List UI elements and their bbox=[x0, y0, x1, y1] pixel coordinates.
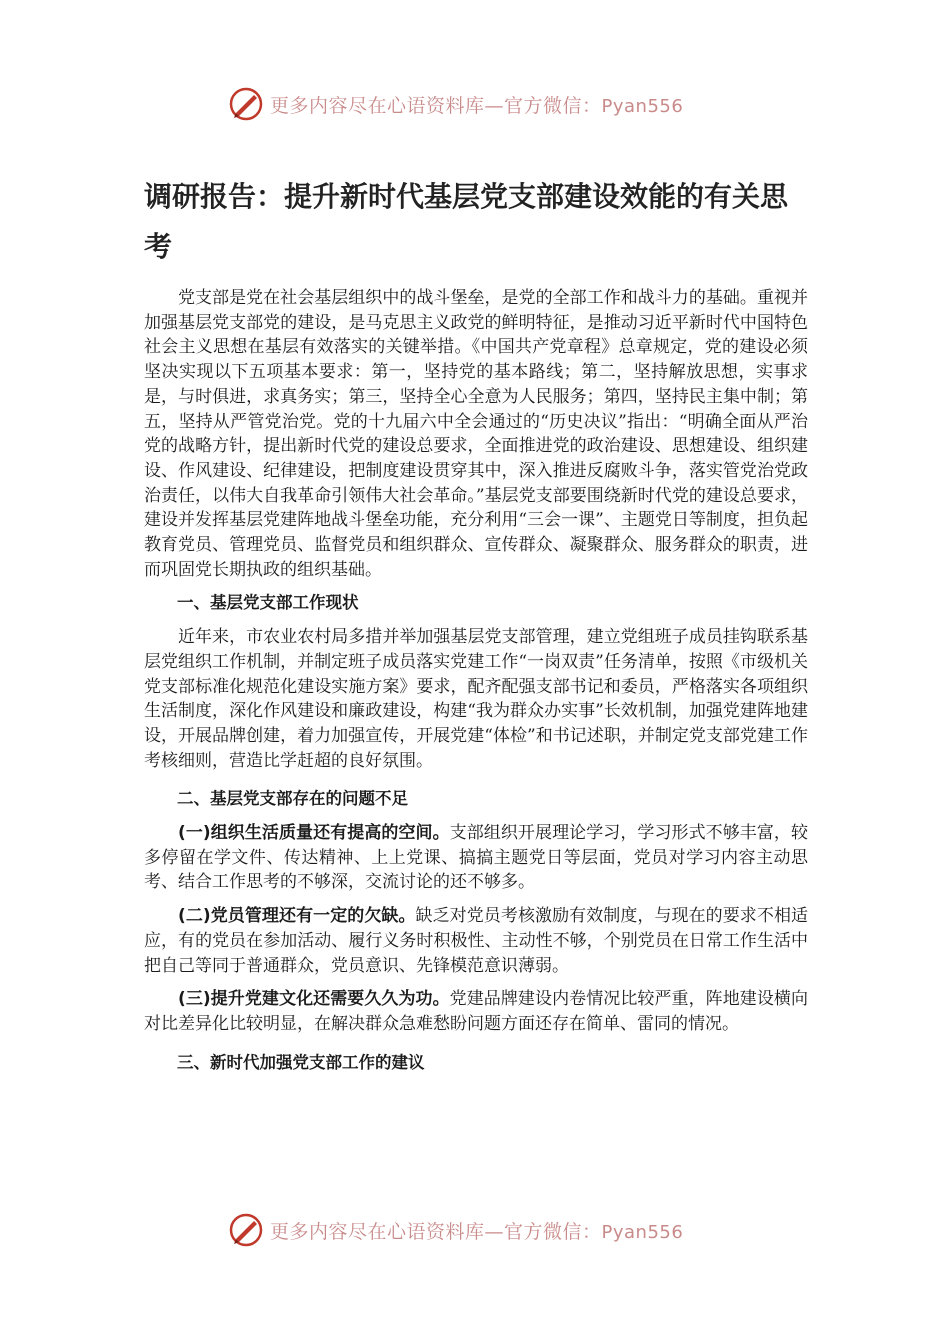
issue-item-1 bbox=[144, 821, 808, 895]
issue-item-3-body: 党建品牌建设内卷情况比较严重，阵地建设横向对比差异化比较明显，在解决群众急难愁盼问题方面还存在简单、雷同的情况。 bbox=[144, 989, 808, 1034]
document-title: 调研报告：提升新时代基层党支部建设效能的有关思考 bbox=[144, 180, 789, 263]
pen-logo-icon bbox=[228, 86, 264, 122]
issue-item-1-lead: (一)组织生活质量还有提高的空间。 bbox=[178, 823, 450, 844]
section-2-heading: 二、基层党支部存在的问题不足 bbox=[177, 789, 408, 809]
issue-item-2-body: 缺乏对党员考核激励有效制度，与现在的要求不相适应，有的党员在参加活动、履行义务时积极性、主动性不够，个别党员在日常工作生活中把自己等同于普通群众，党员意识、先锋模范意识薄弱。 bbox=[144, 906, 809, 976]
section-1-paragraph: 近年来，市农业农村局多措并举加强基层党支部管理，建立党组班子成员挂钩联系基层党组织工作机制，并制定班子成员落实党建工作“一岗双责”任务清单，按照《市级机关党支部标准化规范化建设实施方案》要求，配齐配强支部书记和委员，严格落实各项组织生活制度，深化作风建设和廉政建设，构建“我为群众办实事”长效机制，加强党建阵地建设，开展品牌创建，着力加强宣传，开展党建“体检”和书记述职，并制定党支部党建工作考核细则，营造比学赶超的良好氛围。 bbox=[144, 627, 808, 771]
banner-wechat-id: Pyan556 bbox=[601, 1221, 684, 1243]
issue-item-3-lead: (三)提升党建文化还需要久久为功。 bbox=[178, 989, 450, 1010]
intro-paragraph: 党支部是党在社会基层组织中的战斗堡垒，是党的全部工作和战斗力的基础。重视并加强基层党支部党的建设，是马克思主义政党的鲜明特征，是推动习近平新时代中国特色社会主义思想在基层有效落实的关键举措。《中国共产党章程》总章规定，党的建设必须坚决实现以下五项基本要求：第一，坚持党的基本路线；第二，坚持解放思想，实事求是，与时俱进，求真务实；第三，坚持全心全意为人民服务；第四，坚持民主集中制；第五，坚持从严管党治党。党的十九届六中全会通过的“历史决议”指出：“明确全面从严治党的战略方针，提出新时代党的建设总要求，全面推进党的政治建设、思想建设、组织建设、作风建设、纪律建设，把制度建设贯穿其中，深入推进反腐败斗争，落实管党治党政治责任，以伟大自我革命引领伟大社会革命。”基层党支部要围绕新时代党的建设总要求，建设并发挥基层党建阵地战斗堡垒功能，充分利用“三会一课”、主题党日等制度，担负起教育党员、管理党员、监督党员和组织群众、宣传群众、凝聚群众、服务群众的职责，进而巩固党长期执政的组织基础。 bbox=[144, 288, 808, 580]
issue-item-2 bbox=[144, 904, 808, 978]
watermark-banner-top bbox=[228, 84, 748, 124]
issue-item-1-body: 支部组织开展理论学习，学习形式不够丰富，较多停留在学文件、传达精神、上上党课、搞搞主题党日等层面，党员对学习内容主动思考、结合工作思考的不够深，交流讨论的还不够多。 bbox=[144, 823, 808, 893]
section-3-heading: 三、新时代加强党支部工作的建议 bbox=[177, 1052, 425, 1072]
banner-text: 更多内容尽在心语资料库—官方微信： bbox=[270, 94, 602, 117]
banner-wechat-id: Pyan556 bbox=[601, 95, 684, 117]
watermark-banner-bottom bbox=[228, 1210, 748, 1250]
issue-item-2-lead: (二)党员管理还有一定的欠缺。 bbox=[178, 906, 416, 927]
pen-logo-icon bbox=[228, 1212, 264, 1248]
issue-item-3 bbox=[144, 987, 808, 1036]
document-body bbox=[144, 286, 808, 1084]
banner-text: 更多内容尽在心语资料库—官方微信： bbox=[270, 1220, 602, 1243]
section-1-heading: 一、基层党支部工作现状 bbox=[177, 593, 359, 613]
